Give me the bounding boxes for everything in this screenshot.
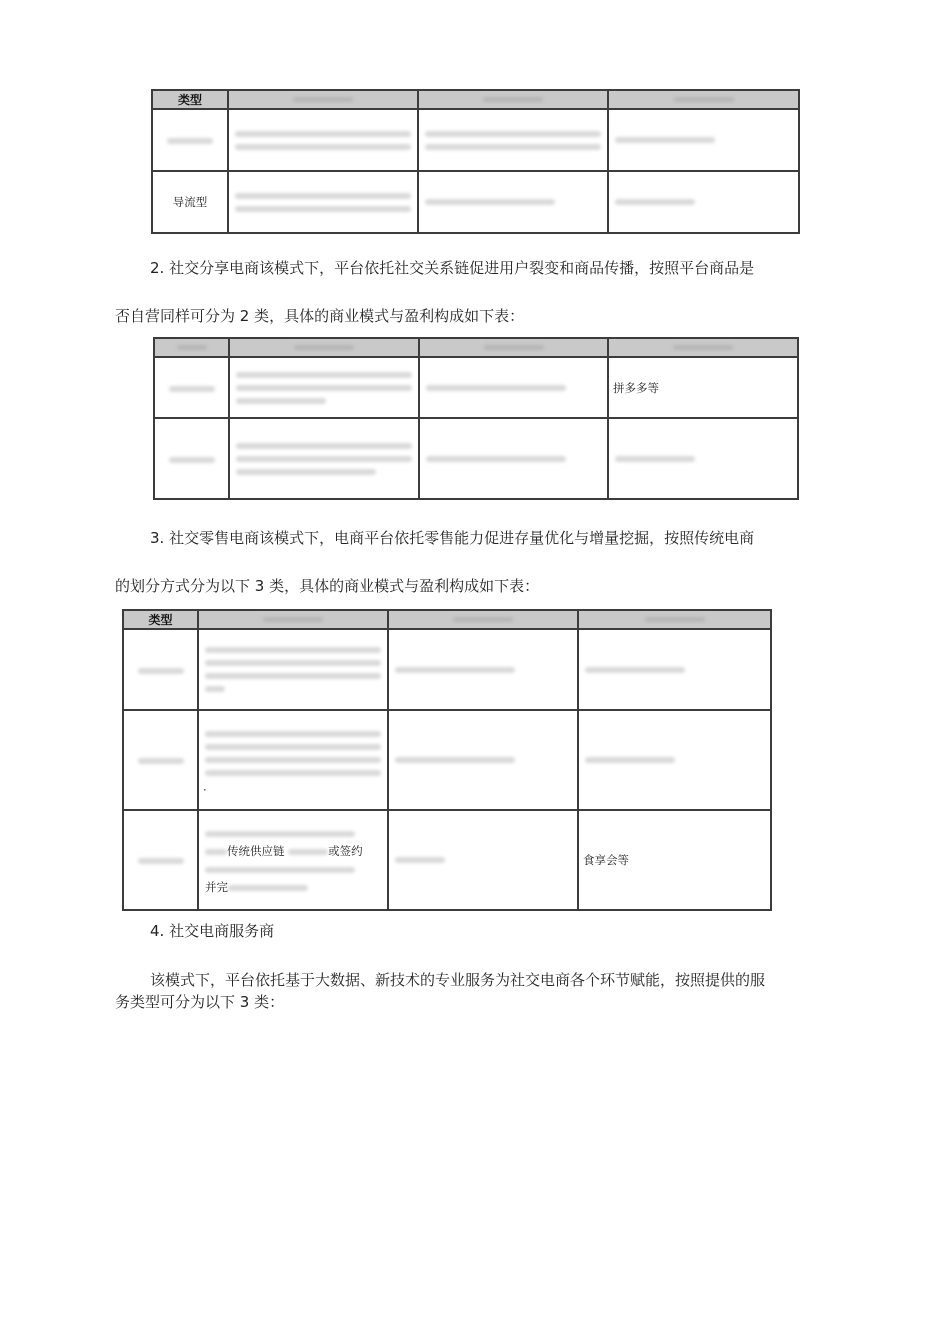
table-1 — [151, 89, 800, 234]
header-cell-blurred — [198, 610, 388, 629]
model-cell-blurred — [229, 357, 419, 418]
table-3-header — [123, 610, 771, 629]
examples-cell: 食享会等 — [578, 810, 771, 910]
examples-cell-blurred — [608, 418, 798, 499]
table-1-header — [152, 90, 799, 109]
type-cell-blurred — [123, 629, 198, 710]
header-cell-type: 类型 — [123, 610, 198, 629]
examples-cell-blurred — [578, 710, 771, 810]
fragment-supply-chain: 传统供应链 — [227, 844, 285, 858]
para-3-line-1: 3. 社交零售电商该模式下，电商平台依托零售能力促进存量优化与增量挖掘，按照传统电商 — [150, 529, 755, 547]
fragment-and: 并完 — [205, 880, 228, 894]
profit-cell-blurred — [388, 629, 578, 710]
model-cell-blurred — [228, 171, 418, 233]
para-3-line-2: 的划分方式分为以下 3 类，具体的商业模式与盈利构成如下表： — [115, 577, 540, 595]
table-row — [154, 418, 798, 499]
profit-cell-blurred — [388, 710, 578, 810]
model-cell-blurred — [198, 710, 388, 810]
model-cell-mixed — [198, 810, 388, 910]
type-cell-blurred — [123, 810, 198, 910]
profit-cell-blurred — [388, 810, 578, 910]
trailing-dot: · — [203, 782, 207, 797]
profit-cell-blurred — [418, 109, 608, 171]
table-row — [123, 629, 771, 710]
examples-cell-blurred — [578, 629, 771, 710]
header-cell-blurred — [229, 338, 419, 357]
header-cell-blurred — [154, 338, 229, 357]
para-4-body-line-2: 务类型可分为以下 3 类： — [115, 993, 285, 1011]
table-2-header — [154, 338, 798, 357]
table-3 — [122, 609, 772, 911]
header-cell-blurred — [578, 610, 771, 629]
type-cell-blurred — [154, 418, 229, 499]
examples-cell-blurred — [608, 109, 799, 171]
table-row — [123, 810, 771, 910]
table-row — [152, 171, 799, 233]
type-cell-blurred — [152, 109, 228, 171]
para-4-body-line-1: 该模式下，平台依托基于大数据、新技术的专业服务为社交电商各个环节赋能，按照提供的服 — [150, 971, 766, 989]
table-row — [152, 109, 799, 171]
para-2-line-2: 否自营同样可分为 2 类，具体的商业模式与盈利构成如下表： — [115, 307, 525, 325]
header-cell-blurred — [608, 90, 799, 109]
para-4-heading: 4. 社交电商服务商 — [150, 922, 275, 940]
table-row — [154, 357, 798, 418]
model-cell-blurred — [228, 109, 418, 171]
header-cell-blurred — [228, 90, 418, 109]
header-cell-blurred — [419, 338, 608, 357]
header-cell-type: 类型 — [152, 90, 228, 109]
model-cell-blurred — [229, 418, 419, 499]
fragment-or-contract: 或签约 — [328, 844, 363, 858]
header-cell-blurred — [418, 90, 608, 109]
profit-cell-blurred — [419, 418, 608, 499]
para-2-line-1: 2. 社交分享电商该模式下，平台依托社交关系链促进用户裂变和商品传播，按照平台商品是 — [150, 259, 755, 277]
examples-cell-blurred — [608, 171, 799, 233]
table-2 — [153, 337, 799, 500]
type-cell: 导流型 — [152, 171, 228, 233]
header-cell-blurred — [608, 338, 798, 357]
profit-cell-blurred — [419, 357, 608, 418]
type-cell-blurred — [154, 357, 229, 418]
examples-cell: 拼多多等 — [608, 357, 798, 418]
model-cell-blurred — [198, 629, 388, 710]
profit-cell-blurred — [418, 171, 608, 233]
table-row — [123, 710, 771, 810]
type-cell-blurred — [123, 710, 198, 810]
header-cell-blurred — [388, 610, 578, 629]
